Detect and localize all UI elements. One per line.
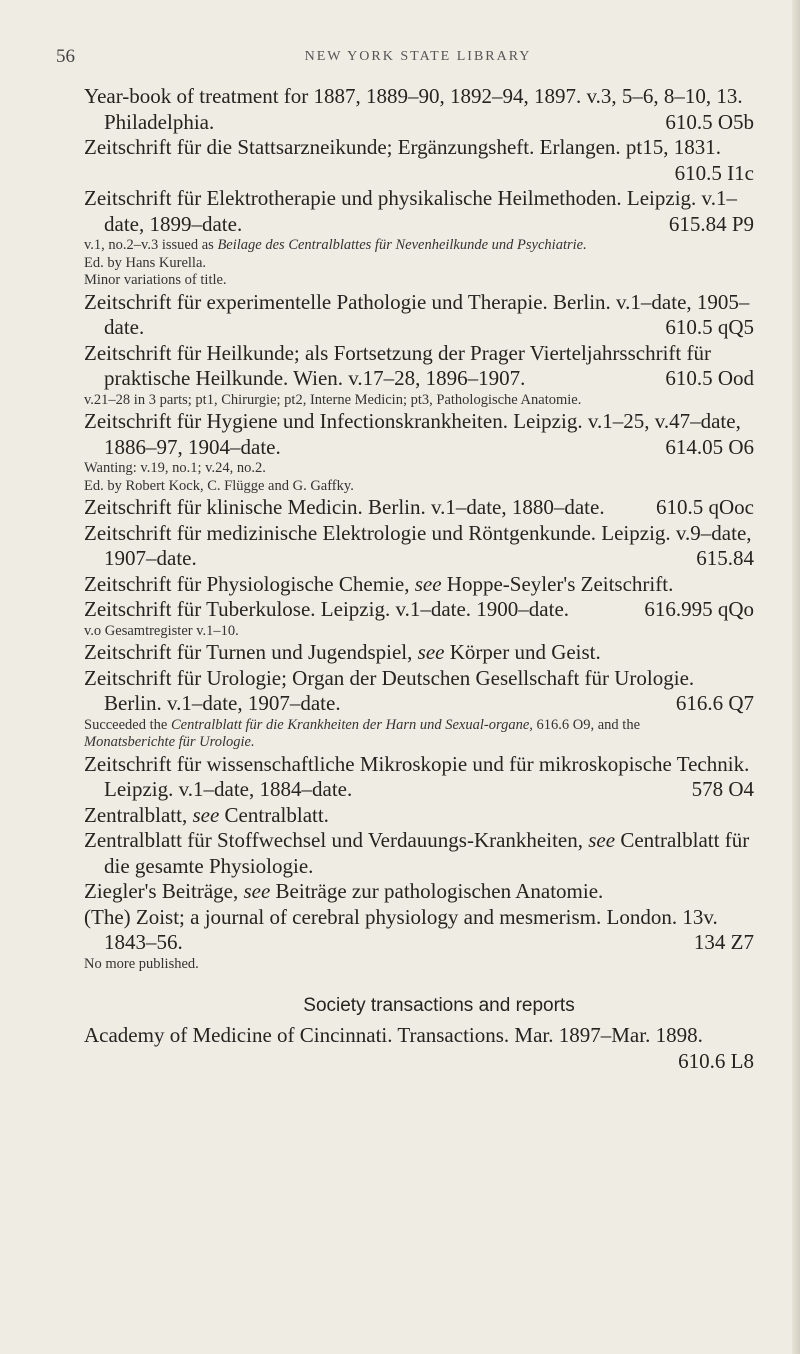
entry-note: Ed. by Robert Kock, C. Flügge and G. Gaffky. bbox=[84, 477, 354, 494]
see-reference: see bbox=[414, 571, 442, 596]
catalog-entry bbox=[84, 640, 754, 666]
entry-note: No more published. bbox=[84, 955, 199, 972]
entry-note: Monatsberichte für Urologie. bbox=[84, 734, 255, 750]
see-target: Beiträge zur pathologischen Anatomie. bbox=[270, 879, 604, 903]
catalog-entry bbox=[84, 186, 754, 290]
catalog-entry bbox=[84, 521, 754, 572]
entry-title bbox=[84, 597, 754, 623]
call-number: 134 Z7 bbox=[693, 930, 754, 954]
catalog-entry bbox=[84, 905, 754, 974]
see-reference: see bbox=[588, 828, 616, 852]
entry-title bbox=[84, 84, 754, 135]
call-number: 610.6 L8 bbox=[678, 1048, 754, 1073]
call-number: 616.995 qQo bbox=[644, 597, 754, 621]
call-number: 610.5 qQ5 bbox=[665, 315, 754, 339]
entry-text: Zeitschrift für Heilkunde; als Fortsetzung der Prager Vierteljahrsschrift für praktische Heilkunde. Wien. v.17–28, 1896–1907. bbox=[84, 340, 711, 390]
section-heading: Society transactions and reports bbox=[303, 995, 575, 1016]
call-number: 578 O4 bbox=[691, 777, 754, 801]
call-number: 610.5 I1c bbox=[674, 160, 754, 185]
entry-text: Academy of Medicine of Cincinnati. Transactions. Mar. 1897–Mar. 1898. bbox=[84, 1023, 703, 1047]
entry-note: v.o Gesamtregister v.1–10. bbox=[84, 622, 239, 639]
call-number: 610.5 qOoc bbox=[656, 495, 754, 519]
entry-title bbox=[84, 640, 754, 666]
catalog-entry bbox=[84, 495, 754, 521]
entry-text: Ziegler's Beiträge, bbox=[84, 879, 244, 903]
entry-text: (The) Zoist; a journal of cerebral physiology and mesmerism. London. 13v. 1843–56. bbox=[84, 904, 718, 954]
page-header bbox=[56, 46, 760, 70]
call-number: 615.84 bbox=[696, 546, 754, 570]
see-target: Körper und Geist. bbox=[444, 640, 601, 664]
entry-text: Year-book of treatment for 1887, 1889–90, 1892–94, 1897. v.3, 5–6, 8–10, 13. Philadelphia. bbox=[84, 84, 743, 134]
entry-text: Zeitschrift für experimentelle Pathologie und Therapie. Berlin. v.1–date, 1905–date. bbox=[84, 289, 750, 339]
call-number: 610.5 O5b bbox=[665, 109, 754, 134]
entry-title bbox=[84, 341, 754, 392]
catalog-entry bbox=[84, 752, 754, 803]
entry-text: Zentralblatt für Stoffwechsel und Verdauungs-Krankheiten, bbox=[84, 828, 589, 852]
see-target: Centralblatt für die gesamte Physiologie. bbox=[104, 828, 750, 878]
catalog-entry bbox=[84, 828, 754, 879]
call-number: 615.84 P9 bbox=[668, 211, 754, 236]
catalog-entry bbox=[84, 597, 754, 640]
page-edge bbox=[792, 0, 800, 1354]
catalog-entry bbox=[84, 341, 754, 410]
entry-title bbox=[84, 290, 754, 341]
catalog-entry bbox=[84, 290, 754, 341]
see-reference: see bbox=[192, 802, 220, 827]
entry-title bbox=[84, 879, 754, 905]
entry-text: Zeitschrift für klinische Medicin. Berlin. v.1–date, 1880–date. bbox=[84, 495, 605, 519]
entry-text: Zentralblatt, bbox=[84, 802, 193, 827]
entry-note: Wanting: v.19, no.1; v.24, no.2. bbox=[84, 460, 266, 476]
entry-title bbox=[84, 666, 754, 717]
see-target: Centralblatt. bbox=[219, 802, 329, 827]
entry-text: Zeitschrift für Turnen und Jugendspiel, bbox=[84, 640, 418, 664]
catalog-entry bbox=[84, 135, 754, 186]
entry-note: v.1, no.2–v.3 issued as Beilage des Centralblattes für Nevenheilkunde und Psychiatrie. bbox=[84, 237, 587, 253]
page-number: 56 bbox=[56, 46, 75, 67]
entry-title bbox=[84, 828, 754, 879]
catalog-entry bbox=[84, 409, 754, 495]
entry-text: Zeitschrift für Urologie; Organ der Deutschen Gesellschaft für Urologie. Berlin. v.1–date, 1907–date. bbox=[84, 665, 695, 715]
call-number: 610.5 Ood bbox=[665, 366, 754, 390]
call-number: 616.6 Q7 bbox=[675, 691, 754, 715]
entry-title bbox=[84, 803, 754, 829]
entry-note: Minor variations of title. bbox=[84, 272, 227, 288]
entry-title bbox=[84, 409, 754, 460]
catalog-entry bbox=[84, 803, 754, 829]
catalog-entry bbox=[84, 84, 754, 135]
entry-text: Zeitschrift für Tuberkulose. Leipzig. v.1–date. 1900–date. bbox=[84, 597, 570, 621]
see-target: Hoppe-Seyler's Zeitschrift. bbox=[441, 571, 674, 596]
entry-text: Zeitschrift für medizinische Elektrologie und Röntgenkunde. Leipzig. v.9–date, 1907–date. bbox=[84, 520, 752, 570]
entry-title bbox=[84, 495, 754, 521]
entry-note: v.21–28 in 3 parts; pt1, Chirurgie; pt2, Interne Medicin; pt3, Pathologische Anatomie. bbox=[84, 391, 582, 408]
catalog-list bbox=[84, 84, 754, 1074]
entry-title bbox=[84, 186, 754, 237]
call-number: 614.05 O6 bbox=[665, 434, 754, 459]
entry-title bbox=[84, 1023, 754, 1074]
catalog-entry bbox=[84, 572, 754, 598]
entry-title bbox=[84, 752, 754, 803]
entry-text: Zeitschrift für Elektrotherapie und physikalische Heilmethoden. Leipzig. v.1–date, 1899–date. bbox=[84, 186, 737, 236]
entry-title bbox=[84, 905, 754, 956]
entry-title bbox=[84, 572, 754, 598]
running-head: NEW YORK STATE LIBRARY bbox=[304, 49, 532, 64]
entry-text: Zeitschrift für Physiologische Chemie, bbox=[84, 571, 415, 596]
catalog-entry bbox=[84, 666, 754, 752]
entry-note: Ed. by Hans Kurella. bbox=[84, 254, 207, 271]
entry-text: Zeitschrift für Hygiene und Infectionskrankheiten. Leipzig. v.1–25, v.47–date, 1886–97, 1904–date. bbox=[84, 409, 741, 459]
entry-title bbox=[84, 135, 754, 186]
see-reference: see bbox=[243, 879, 271, 903]
section-entry bbox=[84, 1023, 754, 1074]
see-reference: see bbox=[417, 640, 445, 664]
entry-note: Succeeded the Centralblatt für die Krankheiten der Harn und Sexual-organe, 616.6 O9, and the bbox=[84, 716, 641, 733]
entry-text: Zeitschrift für wissenschaftliche Mikroskopie und für mikroskopische Technik. Leipzig. v.1–date, 1884–date. bbox=[84, 751, 750, 801]
entry-title bbox=[84, 521, 754, 572]
catalog-entry bbox=[84, 879, 754, 905]
entry-text: Zeitschrift für die Stattsarzneikunde; Ergänzungsheft. Erlangen. pt15, 1831. bbox=[84, 135, 722, 159]
